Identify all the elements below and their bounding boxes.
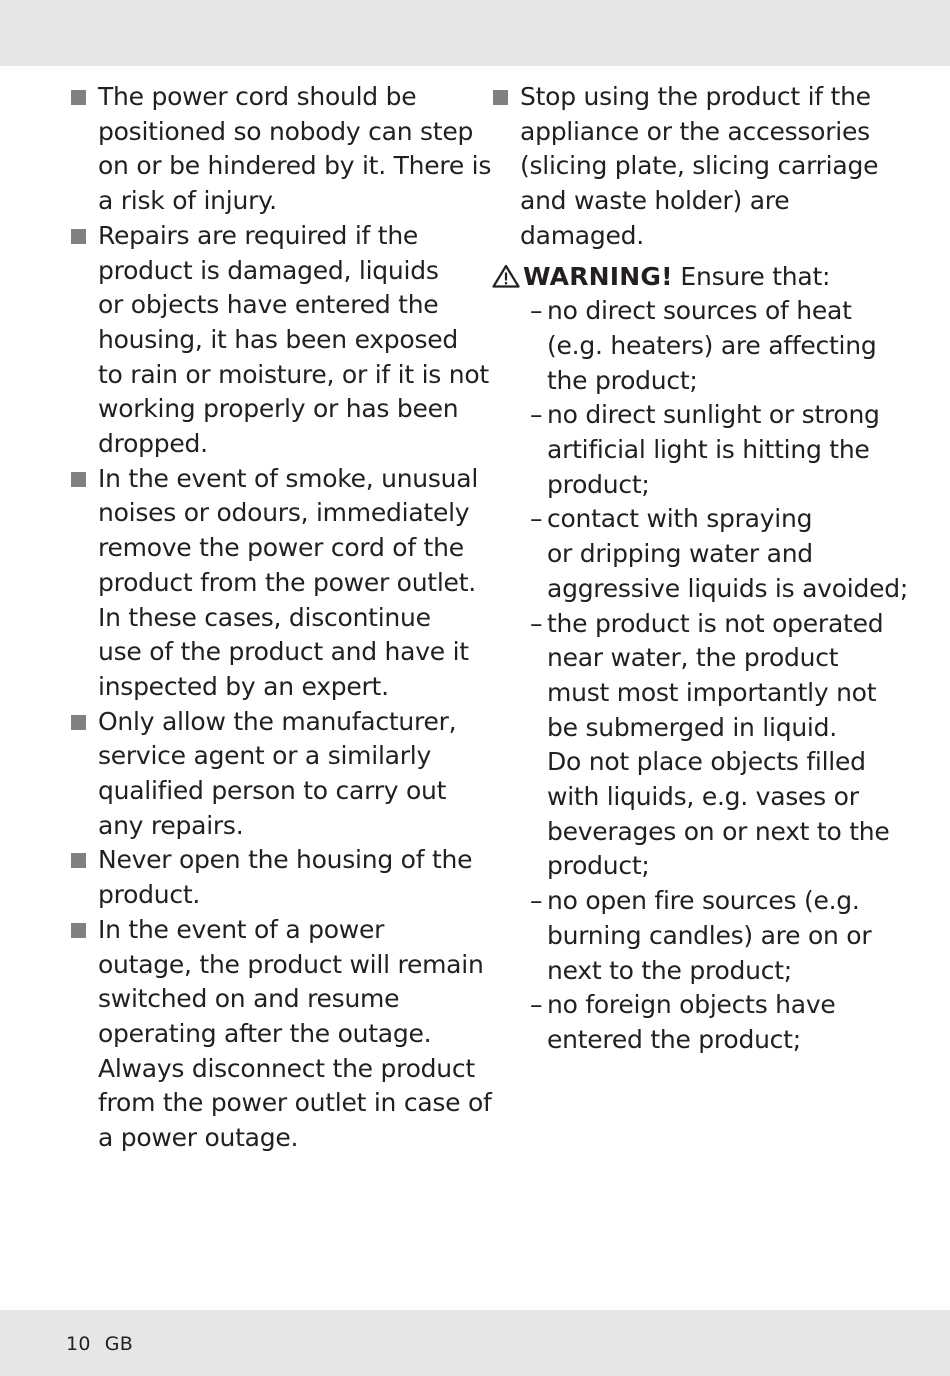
text-line: no open fire sources (e.g. bbox=[547, 886, 860, 916]
text-line: or objects have entered the bbox=[98, 290, 439, 320]
text-line: In the event of smoke, unusual bbox=[98, 463, 479, 493]
square-bullet-icon bbox=[71, 229, 86, 244]
text-line: (slicing plate, slicing carriage bbox=[520, 151, 879, 181]
left-column bbox=[70, 80, 492, 1156]
text-line: positioned so nobody can step bbox=[98, 116, 474, 146]
text-line: aggressive liquids is avoided; bbox=[547, 573, 908, 603]
text-line: outage, the product will remain bbox=[98, 949, 484, 979]
text-line: from the power outlet in case of bbox=[98, 1088, 492, 1118]
square-bullet-icon bbox=[71, 90, 86, 105]
square-bullet-icon bbox=[71, 923, 86, 938]
warning-label: WARNING! bbox=[523, 261, 673, 291]
text-line: near water, the product bbox=[547, 643, 839, 673]
dash-list-item bbox=[492, 294, 912, 398]
dash-bullet: – bbox=[530, 990, 543, 1020]
text-line: a risk of injury. bbox=[98, 186, 277, 216]
text-line: Always disconnect the product bbox=[98, 1053, 475, 1083]
text-line: product. bbox=[98, 880, 201, 910]
text-line: artificial light is hitting the bbox=[547, 435, 870, 465]
text-line: with liquids, e.g. vases or bbox=[547, 782, 859, 812]
dash-bullet: – bbox=[530, 400, 543, 430]
dash-list-item bbox=[492, 607, 912, 885]
dash-bullet: – bbox=[530, 886, 543, 916]
text-line: service agent or a similarly bbox=[98, 741, 432, 771]
warning-triangle-icon bbox=[492, 264, 520, 288]
text-line: appliance or the accessories bbox=[520, 116, 870, 146]
right-column bbox=[492, 80, 912, 1058]
text-line: or dripping water and bbox=[547, 539, 813, 569]
dash-bullet: – bbox=[530, 504, 543, 534]
text-line: In these cases, discontinue bbox=[98, 602, 431, 632]
text-line: no direct sunlight or strong bbox=[547, 400, 880, 430]
dash-bullet: – bbox=[530, 608, 543, 638]
text-line: noises or odours, immediately bbox=[98, 498, 470, 528]
text-line: product from the power outlet. bbox=[98, 567, 476, 597]
text-line: be submerged in liquid. bbox=[547, 712, 837, 742]
dash-bullet: – bbox=[530, 296, 543, 326]
text-line: product; bbox=[547, 469, 650, 499]
warning-text: Ensure that: bbox=[672, 261, 831, 291]
text-line: use of the product and have it bbox=[98, 637, 469, 667]
dash-list-item bbox=[492, 988, 912, 1057]
page-footer bbox=[66, 1332, 147, 1356]
bullet-item bbox=[492, 80, 912, 254]
text-line: Stop using the product if the bbox=[520, 82, 871, 111]
text-line: inspected by an expert. bbox=[98, 671, 389, 701]
text-line: Do not place objects filled bbox=[547, 747, 866, 777]
text-line: Never open the housing of the bbox=[98, 845, 473, 875]
square-bullet-icon bbox=[71, 853, 86, 868]
text-line: (e.g. heaters) are affecting bbox=[547, 330, 877, 360]
text-line: and waste holder) are bbox=[520, 186, 790, 216]
text-line: damaged. bbox=[520, 220, 644, 250]
bullet-item bbox=[70, 913, 492, 1156]
language-code: GB bbox=[104, 1333, 134, 1355]
text-line: product; bbox=[547, 851, 650, 881]
text-line: Only allow the manufacturer, bbox=[98, 706, 457, 736]
warning-heading bbox=[492, 260, 912, 295]
text-line: entered the product; bbox=[547, 1024, 801, 1054]
text-line: In the event of a power bbox=[98, 914, 385, 944]
text-line: qualified person to carry out bbox=[98, 776, 447, 806]
dash-list-item bbox=[492, 884, 912, 988]
text-line: burning candles) are on or bbox=[547, 920, 872, 950]
text-line: the product is not operated bbox=[547, 608, 884, 638]
text-line: no foreign objects have bbox=[547, 990, 836, 1020]
bullet-item bbox=[70, 219, 489, 462]
text-line: remove the power cord of the bbox=[98, 533, 464, 563]
text-line: no direct sources of heat bbox=[547, 296, 852, 326]
square-bullet-icon bbox=[493, 90, 508, 105]
text-line: dropped. bbox=[98, 429, 208, 459]
text-line: must most importantly not bbox=[547, 677, 877, 707]
square-bullet-icon bbox=[71, 715, 86, 730]
text-line: contact with spraying bbox=[547, 504, 813, 534]
text-line: the product; bbox=[547, 365, 698, 395]
header-band bbox=[0, 0, 950, 66]
text-line: operating after the outage. bbox=[98, 1018, 432, 1048]
text-line: beverages on or next to the bbox=[547, 816, 890, 846]
text-line: switched on and resume bbox=[98, 984, 400, 1014]
text-line: Repairs are required if the bbox=[98, 220, 419, 250]
text-line: to rain or moisture, or if it is not bbox=[98, 359, 489, 389]
text-line: product is damaged, liquids bbox=[98, 255, 439, 285]
bullet-item bbox=[70, 80, 492, 219]
text-line: on or be hindered by it. There is bbox=[98, 151, 492, 181]
bullet-item bbox=[70, 705, 470, 844]
bullet-item bbox=[70, 843, 473, 912]
text-line: working properly or has been bbox=[98, 394, 459, 424]
bullet-item bbox=[70, 462, 479, 705]
text-line: next to the product; bbox=[547, 955, 792, 985]
text-line: The power cord should be bbox=[98, 82, 417, 111]
dash-list-item bbox=[492, 398, 912, 502]
dash-list-item bbox=[492, 502, 912, 606]
text-line: any repairs. bbox=[98, 810, 244, 840]
page-number: 10 bbox=[66, 1333, 91, 1355]
square-bullet-icon bbox=[71, 472, 86, 487]
text-line: housing, it has been exposed bbox=[98, 324, 458, 354]
text-line: a power outage. bbox=[98, 1123, 299, 1153]
